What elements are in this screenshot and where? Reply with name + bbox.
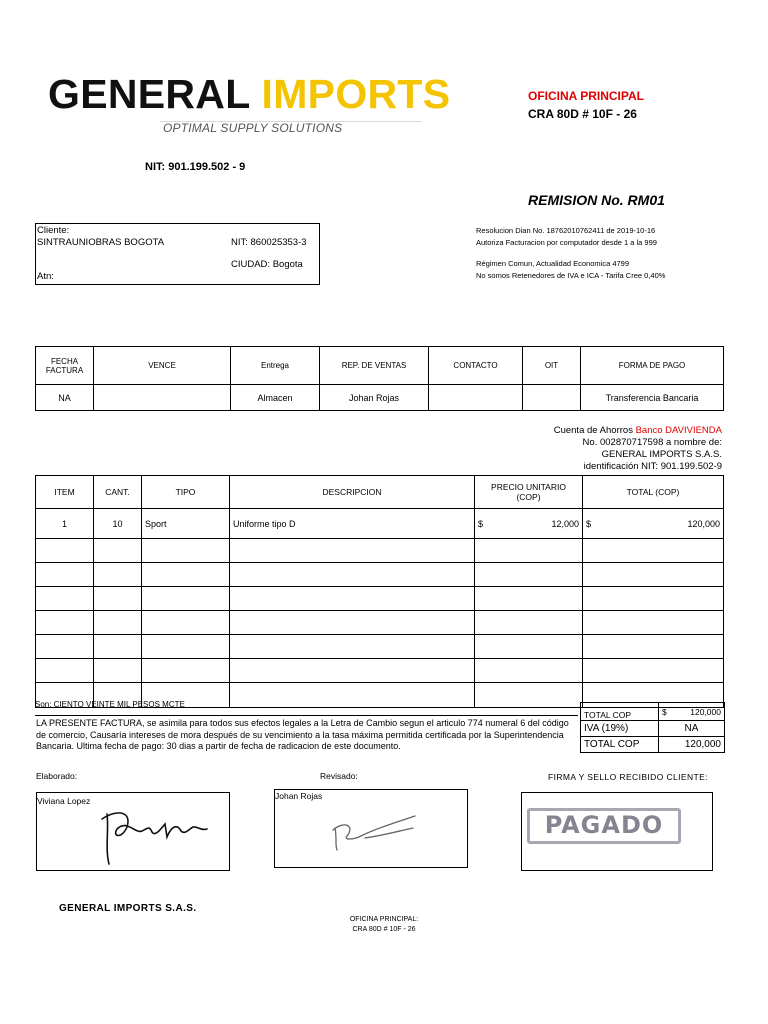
row-total (583, 635, 724, 659)
legal-top-rule (35, 715, 578, 716)
row-total (583, 539, 724, 563)
elaborado-signature-icon (97, 799, 217, 869)
row-total (583, 563, 724, 587)
row-item (36, 563, 94, 587)
footer-office (314, 915, 454, 935)
row-tipo (142, 659, 230, 683)
row-precio (475, 611, 583, 635)
pagado-stamp: PAGADO (544, 811, 664, 839)
row-total (583, 587, 724, 611)
row-item (36, 611, 94, 635)
row-cant (94, 587, 142, 611)
elaborado-name: Viviana Lopez (37, 796, 91, 806)
total-row (581, 737, 725, 753)
client-label: Cliente: (37, 225, 70, 236)
row-tipo: Sport (142, 509, 230, 539)
row-precio (475, 563, 583, 587)
value-forma-pago: Transferencia Bancaria (581, 385, 724, 411)
value-vence (94, 385, 231, 411)
header-fecha-factura: FECHA FACTURA (36, 347, 94, 385)
bank-holder-nit: identificación NIT: 901.199.502-9 (583, 461, 722, 472)
info-header-row (36, 347, 724, 385)
row-descripcion (230, 587, 475, 611)
iva-value: NA (659, 721, 725, 737)
table-row (36, 563, 724, 587)
table-row (36, 659, 724, 683)
row-total-symbol: $ (586, 518, 592, 529)
table-row (36, 635, 724, 659)
header-oit: OIT (523, 347, 581, 385)
row-precio (475, 587, 583, 611)
row-precio (475, 509, 583, 539)
subtotal-amount (659, 703, 725, 721)
row-tipo (142, 563, 230, 587)
revisado-signature-icon (325, 808, 425, 858)
company-nit: NIT: 901.199.502 - 9 (145, 161, 246, 173)
header-rep-ventas: REP. DE VENTAS (320, 347, 429, 385)
value-rep-ventas: Johan Rojas (320, 385, 429, 411)
row-precio (475, 635, 583, 659)
row-tipo (142, 611, 230, 635)
items-header-row (36, 476, 724, 509)
company-logo (48, 70, 450, 118)
logo-text-imports: IMPORTS (261, 71, 451, 117)
value-contacto (429, 385, 523, 411)
row-cant (94, 611, 142, 635)
header-item: ITEM (36, 476, 94, 509)
amount-in-words: Son: CIENTO VEINTE MIL PESOS MCTE (35, 700, 185, 709)
revisado-signature-box (274, 789, 468, 868)
bank-account-holder: GENERAL IMPORTS S.A.S. (601, 449, 722, 460)
footer-office-label: OFICINA PRINCIPAL: (349, 916, 419, 923)
remision-number: REMISION No. RM01 (528, 192, 665, 208)
elaborado-signature-box (36, 792, 230, 871)
row-item (36, 587, 94, 611)
row-tipo (142, 539, 230, 563)
office-title: OFICINA PRINCIPAL (528, 89, 644, 103)
row-descripcion (230, 539, 475, 563)
row-descripcion (230, 659, 475, 683)
row-total (583, 509, 724, 539)
row-descripcion (230, 563, 475, 587)
info-value-row (36, 385, 724, 411)
row-precio (475, 539, 583, 563)
total-value: 120,000 (659, 737, 725, 753)
client-nit: NIT: 860025353-3 (231, 237, 307, 248)
row-item (36, 659, 94, 683)
header-contacto: CONTACTO (429, 347, 523, 385)
total-label: TOTAL COP (581, 737, 659, 753)
header-descripcion: DESCRIPCION (230, 476, 475, 509)
items-table (35, 475, 724, 708)
resolution-line-2: Autoriza Facturacion por computador desde 1 a la 999 (476, 238, 657, 247)
bank-account-line (554, 425, 722, 436)
table-row (36, 587, 724, 611)
row-item (36, 635, 94, 659)
row-precio (475, 659, 583, 683)
row-cant (94, 659, 142, 683)
row-precio-value: 12,000 (551, 518, 579, 529)
office-address: CRA 80D # 10F - 26 (528, 107, 637, 121)
row-descripcion: Uniforme tipo D (230, 509, 475, 539)
subtotal-label: TOTAL COP (581, 703, 659, 721)
header-precio-unitario: PRECIO UNITARIO (COP) (475, 476, 583, 509)
company-tagline: OPTIMAL SUPPLY SOLUTIONS (163, 121, 343, 135)
client-atn: Atn: (37, 271, 54, 282)
elaborado-label: Elaborado: (36, 771, 78, 781)
resolution-line-4: No somos Retenedores de IVA e ICA - Tarifa Cree 0,40% (476, 271, 666, 280)
iva-row (581, 721, 725, 737)
row-descripcion (230, 611, 475, 635)
revisado-name: Johan Rojas (275, 791, 323, 801)
row-precio-symbol: $ (478, 518, 484, 529)
row-item: 1 (36, 509, 94, 539)
row-total-value: 120,000 (687, 518, 720, 529)
row-item (36, 539, 94, 563)
table-row (36, 611, 724, 635)
subtotal-row (581, 703, 725, 721)
header-total: TOTAL (COP) (583, 476, 724, 509)
resolution-line-3: Régimen Comun, Actualidad Economica 4799 (476, 259, 630, 268)
logo-text-general: GENERAL (48, 71, 250, 117)
row-cant: 10 (94, 509, 142, 539)
header-tipo: TIPO (142, 476, 230, 509)
bank-account-prefix: Cuenta de Ahorros (553, 425, 636, 436)
firma-label: FIRMA Y SELLO RECIBIDO CLIENTE: (548, 772, 708, 782)
row-total (583, 659, 724, 683)
value-oit (523, 385, 581, 411)
row-tipo (142, 635, 230, 659)
client-name: SINTRAUNIOBRAS BOGOTA (37, 237, 165, 248)
client-info-box (35, 223, 320, 285)
subtotal-symbol: $ (662, 706, 667, 717)
bank-account-number: No. 002870717598 a nombre de: (582, 437, 722, 448)
revisado-label: Revisado: (320, 771, 358, 781)
client-city: CIUDAD: Bogota (231, 259, 303, 270)
footer-office-address: CRA 80D # 10F - 26 (352, 926, 416, 933)
invoice-info-table (35, 346, 724, 411)
row-descripcion (230, 635, 475, 659)
header-vence: VENCE (94, 347, 231, 385)
header-forma-pago: FORMA DE PAGO (581, 347, 724, 385)
row-cant (94, 635, 142, 659)
footer-company: GENERAL IMPORTS S.A.S. (59, 903, 197, 914)
row-tipo (142, 587, 230, 611)
value-fecha-factura: NA (36, 385, 94, 411)
header-entrega: Entrega (231, 347, 320, 385)
table-row (36, 509, 724, 539)
subtotal-value: 120,000 (690, 706, 721, 717)
row-cant (94, 539, 142, 563)
value-entrega: Almacen (231, 385, 320, 411)
totals-table (580, 702, 725, 753)
header-cant: CANT. (94, 476, 142, 509)
iva-label: IVA (19%) (581, 721, 659, 737)
row-total (583, 611, 724, 635)
resolution-line-1: Resolucion Dian No. 18762010762411 de 2019-10-16 (476, 226, 656, 235)
table-row (36, 539, 724, 563)
bank-name: Banco DAVIVIENDA (635, 425, 722, 436)
row-cant (94, 563, 142, 587)
legal-notice: LA PRESENTE FACTURA, se asimila para todos sus efectos legales a la Letra de Cambio segun el articulo 774 numeral 6 del código de comercio, Causaría intereses de mora después de su vencimiento a la tasa máxima permitida certificada por la Superintendencia Bancaria. Ultima fecha de pago: 30 dias a partir de fecha de radicacion de este documento. (36, 718, 569, 751)
